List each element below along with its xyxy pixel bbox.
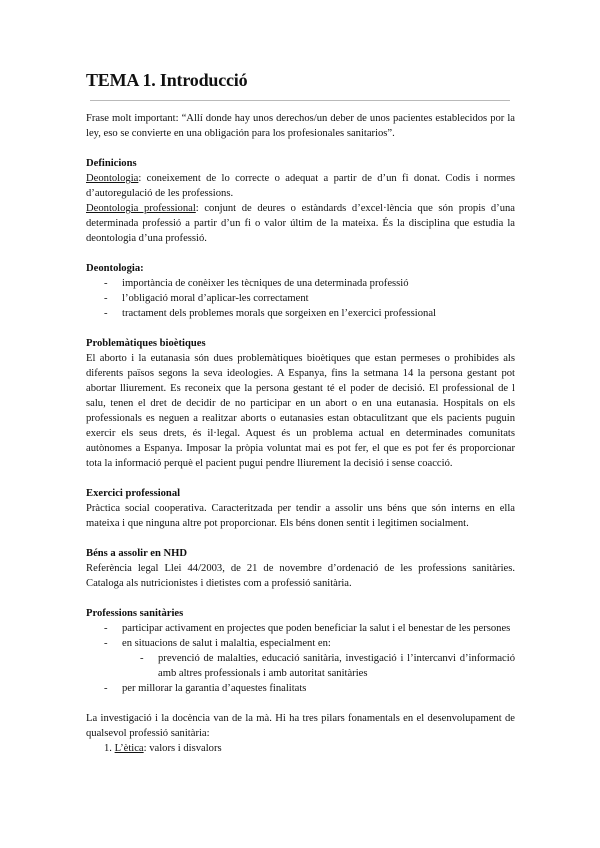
- list-item: - tractament dels problemes morals que sorgeixen en l’exercici professional: [86, 306, 515, 321]
- exercici-heading: Exercici professional: [86, 488, 181, 499]
- professions-list: [86, 621, 515, 696]
- list-item-text: en situacions de salut i malaltia, especialment en:: [122, 638, 331, 649]
- nested-list: [86, 651, 515, 681]
- professions-heading: Professions sanitàries: [86, 608, 184, 619]
- item-text: : valors i disvalors: [143, 743, 222, 754]
- definition-text: : coneixement de lo correcte o adequat a partir de d’un fi donat. Codis i normes d’autoregulació de les professions.: [86, 173, 515, 199]
- list-item: - per millorar la garantia d’aquestes finalitats: [86, 681, 515, 696]
- nested-list-item: - prevenció de malalties, educació sanitària, investigació i l’intercanvi d’informació amb altres professionals i amb autoritat sanitàries: [86, 651, 515, 681]
- definition-deontologia: [86, 171, 515, 201]
- item-number: 1.: [104, 743, 112, 754]
- numbered-item: [86, 741, 515, 756]
- problematiques-heading: Problemàtiques bioètiques: [86, 338, 206, 349]
- definicions-heading: Definicions: [86, 158, 137, 169]
- bens-paragraph: Referència legal Llei 44/2003, de 21 de novembre d’ordenació de les professions sanitàries. Cataloga als nutricionistes i dietistes com a professió sanitària.: [86, 563, 515, 589]
- pillars-list: [86, 741, 515, 756]
- problematiques-paragraph: El aborto i la eutanasia són dues problemàtiques bioètiques que estan permeses o prohibides als diferents països segons la seva ideologies. A Espanya, fins la setmana 14 la persona gestant pot abortar lliurement. Es reconeix que la persona gestant té el poder de decisió. El professional de l salu, tenen el dret de decidir de no participar en un abort o en una eutanasia. Hospitals on els professionals es neguen a realitzar aborts o eutanasies estan obtaculitzant que els pacients puguin exercir els seus drets, és il·legal. Aquest és un problema actual en determinades comunitats autònomes a Espanya. Imposar la pròpia voluntat mai es pot fer, el que es pot fer és proporcionar tota la informació perquè el pacient pugui pendre lliurement la decisió i sense coacció.: [86, 353, 515, 469]
- term-deontologia-professional: Deontologia professional: [86, 203, 196, 214]
- page-title: TEMA 1. Introducció: [86, 70, 248, 90]
- title-divider: [90, 100, 510, 101]
- definition-deontologia-professional: [86, 201, 515, 246]
- term-deontologia: Deontologia: [86, 173, 139, 184]
- bens-heading: Béns a assolir en NHD: [86, 548, 188, 559]
- deontologia-list: [86, 276, 515, 321]
- intro-paragraph: Frase molt important: “Allí donde hay unos derechos/un deber de unos pacientes establecidos por la ley, eso se convierte en una obligación para los profesionales sanitarios”.: [86, 113, 515, 139]
- list-item: [86, 636, 515, 681]
- list-item: - l’obligació moral d’aplicar-les correctament: [86, 291, 515, 306]
- list-item: - participar activament en projectes que poden beneficiar la salut i el benestar de les persones: [86, 621, 515, 636]
- deontologia-heading: Deontologia:: [86, 263, 144, 274]
- list-item: - importància de conèixer les tècniques de una determinada professió: [86, 276, 515, 291]
- definition-text: : conjunt de deures o estàndards d’excel·lència que són propis d’una determinada professió a partir d’un fi o valor últim de la mateixa. És la disciplina que estudia la deontologia d’una professió.: [86, 203, 516, 244]
- exercici-paragraph: Pràctica social cooperativa. Caracteritzada per tendir a assolir uns béns que són interns en ella mateixa i que ninguna altre pot proporcionar. Els béns donen sentit i legitimen socialment.: [86, 503, 515, 529]
- investigacio-paragraph: La investigació i la docència van de la mà. Hi ha tres pilars fonamentals en el desenvolupament de qualsevol professió sanitària:: [86, 713, 515, 739]
- term-etica: L’ètica: [114, 743, 144, 754]
- document-body: [86, 111, 515, 756]
